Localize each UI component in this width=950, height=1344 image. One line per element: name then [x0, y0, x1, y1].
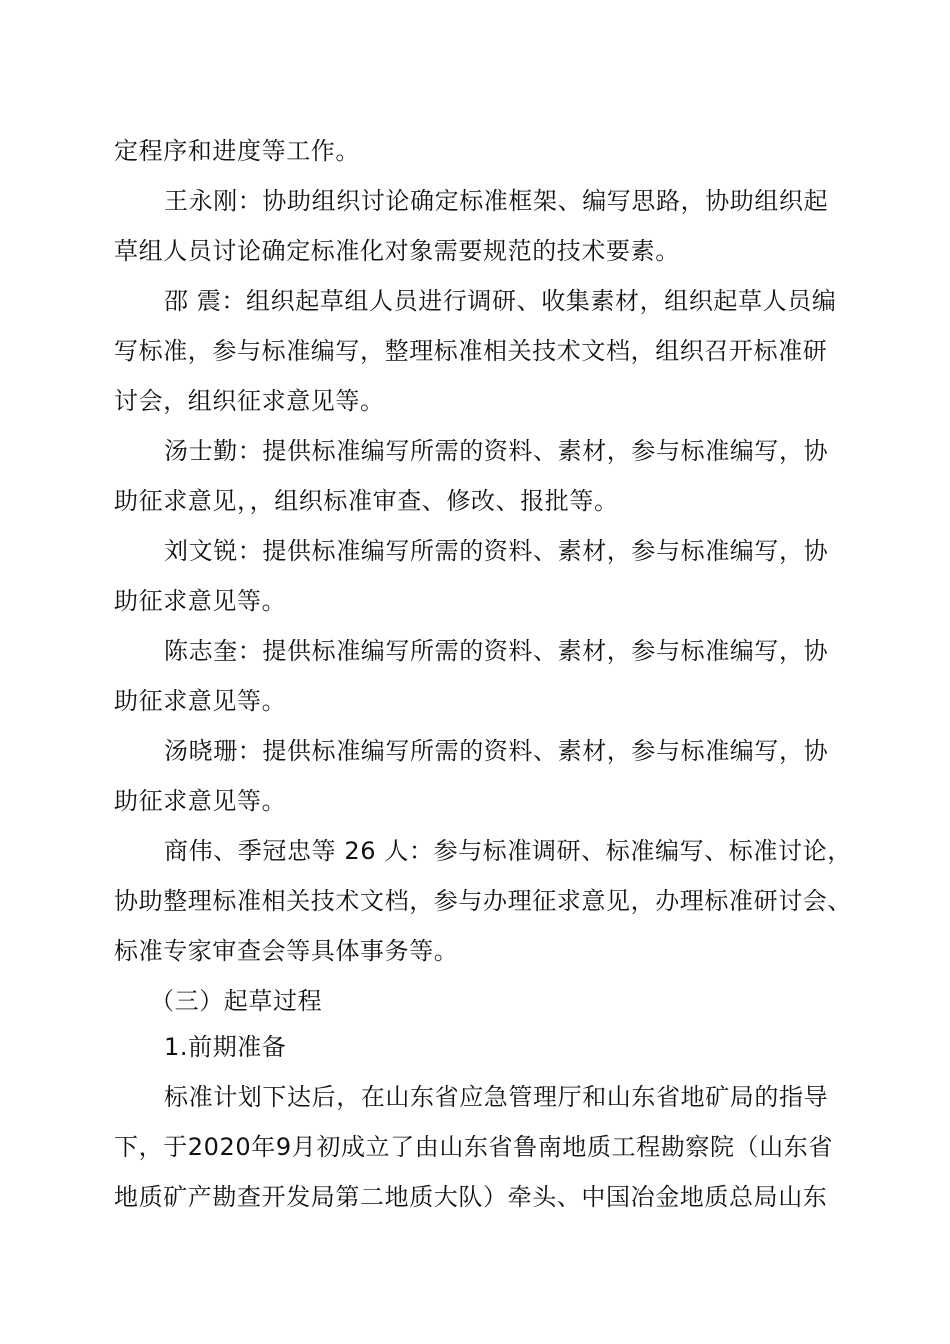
- section-heading: （三）起草过程: [150, 987, 323, 1015]
- paragraph-line: 下，于2020年9月初成立了由山东省鲁南地质工程勘察院（山东省: [114, 1133, 833, 1161]
- paragraph-line: 王永刚：协助组织讨论确定标准框架、编写思路，协助组织起: [164, 187, 829, 215]
- paragraph-line: 定程序和进度等工作。: [114, 137, 360, 165]
- paragraph-line: 标准专家审查会等具体事务等。: [114, 937, 459, 965]
- paragraph-line: 讨会，组织征求意见等。: [114, 387, 385, 415]
- paragraph-line: 标准计划下达后，在山东省应急管理厅和山东省地矿局的指导: [164, 1083, 829, 1111]
- paragraph-line: 草组人员讨论确定标准化对象需要规范的技术要素。: [114, 237, 680, 265]
- paragraph-line: 刘文锐：提供标准编写所需的资料、素材，参与标准编写，协: [164, 537, 829, 565]
- subsection-heading: 1.前期准备: [164, 1033, 287, 1061]
- paragraph-line: 写标准，参与标准编写，整理标准相关技术文档，组织召开标准研: [114, 337, 828, 365]
- paragraph-line: 商伟、季冠忠等 26 人：参与标准调研、标准编写、标准讨论，: [164, 837, 852, 865]
- paragraph-line: 汤士勤：提供标准编写所需的资料、素材，参与标准编写，协: [164, 437, 829, 465]
- paragraph-line: 助征求意见等。: [114, 587, 287, 615]
- paragraph-line: 地质矿产勘查开发局第二地质大队）牵头、中国冶金地质总局山东: [114, 1183, 828, 1211]
- paragraph-line: 助征求意见等。: [114, 787, 287, 815]
- paragraph-line: 邵 震：组织起草组人员进行调研、收集素材，组织起草人员编: [164, 287, 837, 315]
- paragraph-line: 汤晓珊：提供标准编写所需的资料、素材，参与标准编写，协: [164, 737, 829, 765]
- paragraph-line: 助征求意见，，组织标准审查、修改、报批等。: [114, 487, 619, 515]
- paragraph-line: 陈志奎：提供标准编写所需的资料、素材，参与标准编写，协: [164, 637, 829, 665]
- paragraph-line: 助征求意见等。: [114, 687, 287, 715]
- paragraph-line: 协助整理标准相关技术文档，参与办理征求意见，办理标准研讨会、: [114, 887, 852, 915]
